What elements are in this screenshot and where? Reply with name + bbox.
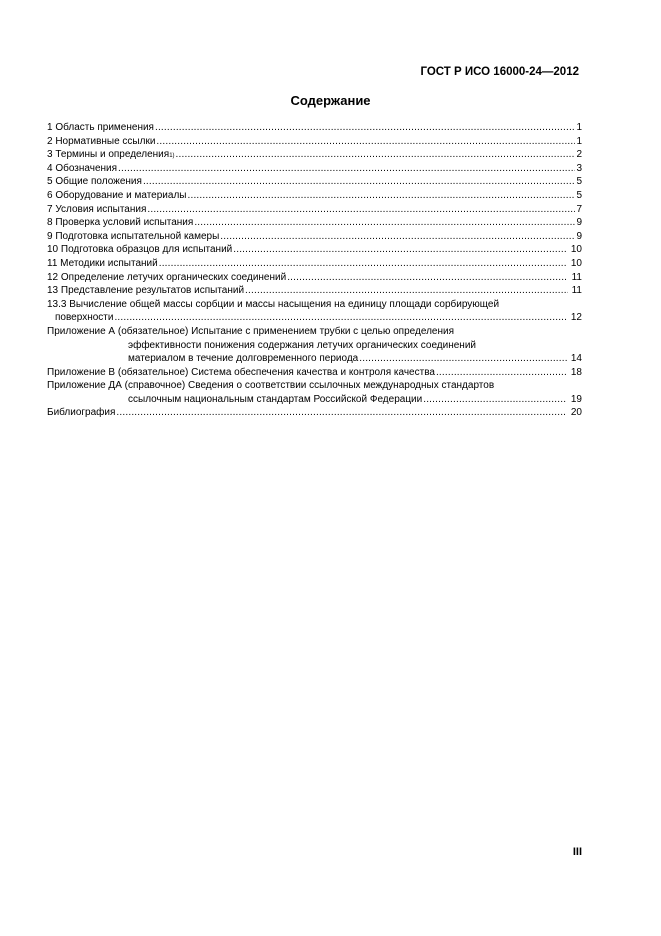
toc-entry[interactable] <box>47 175 582 189</box>
toc-page-number: 18 <box>570 366 582 378</box>
toc-page-number: 1 <box>576 122 582 133</box>
toc-leader <box>147 203 575 217</box>
toc-annex-a[interactable] <box>47 352 582 366</box>
toc-leader <box>159 257 567 271</box>
toc-entry-label: 12 Определение летучих органических соединений <box>47 271 287 283</box>
toc-leader <box>116 406 566 420</box>
toc-entry[interactable] <box>47 271 582 285</box>
toc-entry-label: 4 Обозначения <box>47 162 118 174</box>
toc-entry[interactable] <box>47 230 582 244</box>
document-code: ГОСТ Р ИСО 16000-24—2012 <box>420 66 579 78</box>
toc-page-number: 10 <box>570 244 582 256</box>
toc-page-number: 5 <box>576 176 582 188</box>
toc-leader <box>287 271 567 285</box>
toc-page-number: 12 <box>570 312 582 324</box>
toc-entry[interactable] <box>47 135 582 149</box>
toc-entry[interactable] <box>47 203 582 217</box>
toc-entry-label: материалом в течение долговременного периода <box>128 353 359 365</box>
toc-entry-label: 11 Методики испытаний <box>47 257 158 269</box>
toc-leader <box>359 352 567 366</box>
toc-leader <box>423 393 567 407</box>
toc-entries <box>47 121 582 298</box>
toc-page-number: 1 <box>576 135 582 147</box>
toc-leader <box>194 216 575 230</box>
toc-entry-label: 13 Представление результатов испытаний <box>47 285 245 297</box>
toc-page-number: 5 <box>576 189 582 201</box>
toc-page-number: 2 <box>576 149 582 161</box>
toc-entry-label: ссылочным национальным стандартам Российской Федерации <box>128 393 423 405</box>
toc-entry[interactable]: 3 Термины и определения 1) ..... 2 <box>47 148 582 162</box>
toc-annex-a-line1[interactable]: Приложение А (обязательное) Испытание с применением трубки с целью определения <box>47 325 454 337</box>
toc-leader <box>187 189 575 203</box>
toc-page-number: 20 <box>570 407 582 419</box>
toc-page-number: 10 <box>570 257 582 269</box>
toc-page-number: 7 <box>576 203 582 215</box>
toc-entry-label: 3 Термины и определения <box>47 149 170 161</box>
toc-entry[interactable] <box>47 257 582 271</box>
toc-leader <box>114 311 566 325</box>
toc-page-number: 3 <box>576 162 582 174</box>
toc-entry-13-3-line1[interactable]: 13.3 Вычисление общей массы сорбции и массы насыщения на единицу площади сорбирующей <box>47 298 500 310</box>
toc-entry[interactable] <box>47 121 582 135</box>
toc-entry-label: 2 Нормативные ссылки <box>47 135 156 147</box>
toc-leader <box>176 148 576 162</box>
toc-leader <box>220 230 575 244</box>
toc-bibliography[interactable] <box>47 406 582 420</box>
toc-annex-b[interactable] <box>47 366 582 380</box>
toc-entry-13-3[interactable] <box>47 311 582 325</box>
toc-page-number: 11 <box>571 271 582 283</box>
toc-leader <box>143 175 576 189</box>
toc-leader <box>233 243 567 257</box>
toc-entry[interactable] <box>47 243 582 257</box>
table-of-contents <box>47 121 582 420</box>
toc-page-number: 19 <box>570 393 582 405</box>
toc-entry[interactable] <box>47 216 582 230</box>
toc-entry-label: 10 Подготовка образцов для испытаний <box>47 244 233 256</box>
toc-page-number: 9 <box>576 230 582 242</box>
toc-annex-da-line1[interactable]: Приложение ДА (справочное) Сведения о соответствии ссылочных международных стандартов <box>47 380 495 392</box>
toc-entry-label: 5 Общие положения <box>47 176 142 188</box>
toc-entry-label: Библиография <box>47 407 116 419</box>
toc-entry[interactable] <box>47 284 582 298</box>
toc-entry[interactable] <box>47 162 582 176</box>
toc-annex-da[interactable] <box>47 393 582 407</box>
toc-page-number: 9 <box>576 217 582 229</box>
toc-entry-label: 8 Проверка условий испытания <box>47 217 194 229</box>
page-number: III <box>572 846 582 858</box>
toc-entry-label: 1 Область применения <box>47 122 154 133</box>
toc-entry-label: поверхности <box>55 312 114 324</box>
toc-title: Содержание <box>290 93 371 108</box>
toc-page-number: 14 <box>570 353 582 365</box>
toc-leader <box>155 121 575 135</box>
toc-leader <box>245 284 568 298</box>
toc-leader <box>436 366 567 380</box>
toc-leader <box>156 135 575 149</box>
toc-page-number: 11 <box>571 285 582 297</box>
toc-entry-label: 7 Условия испытания <box>47 203 147 215</box>
toc-leader <box>118 162 575 176</box>
toc-annex-a-line2: эффективности понижения содержания летучих органических соединений <box>128 339 476 351</box>
toc-entry[interactable] <box>47 189 582 203</box>
toc-entry-label: Приложение В (обязательное) Система обеспечения качества и контроля качества <box>47 366 435 378</box>
toc-entry-label: 6 Оборудование и материалы <box>47 189 187 201</box>
toc-entry-label: 9 Подготовка испытательной камеры <box>47 230 220 242</box>
